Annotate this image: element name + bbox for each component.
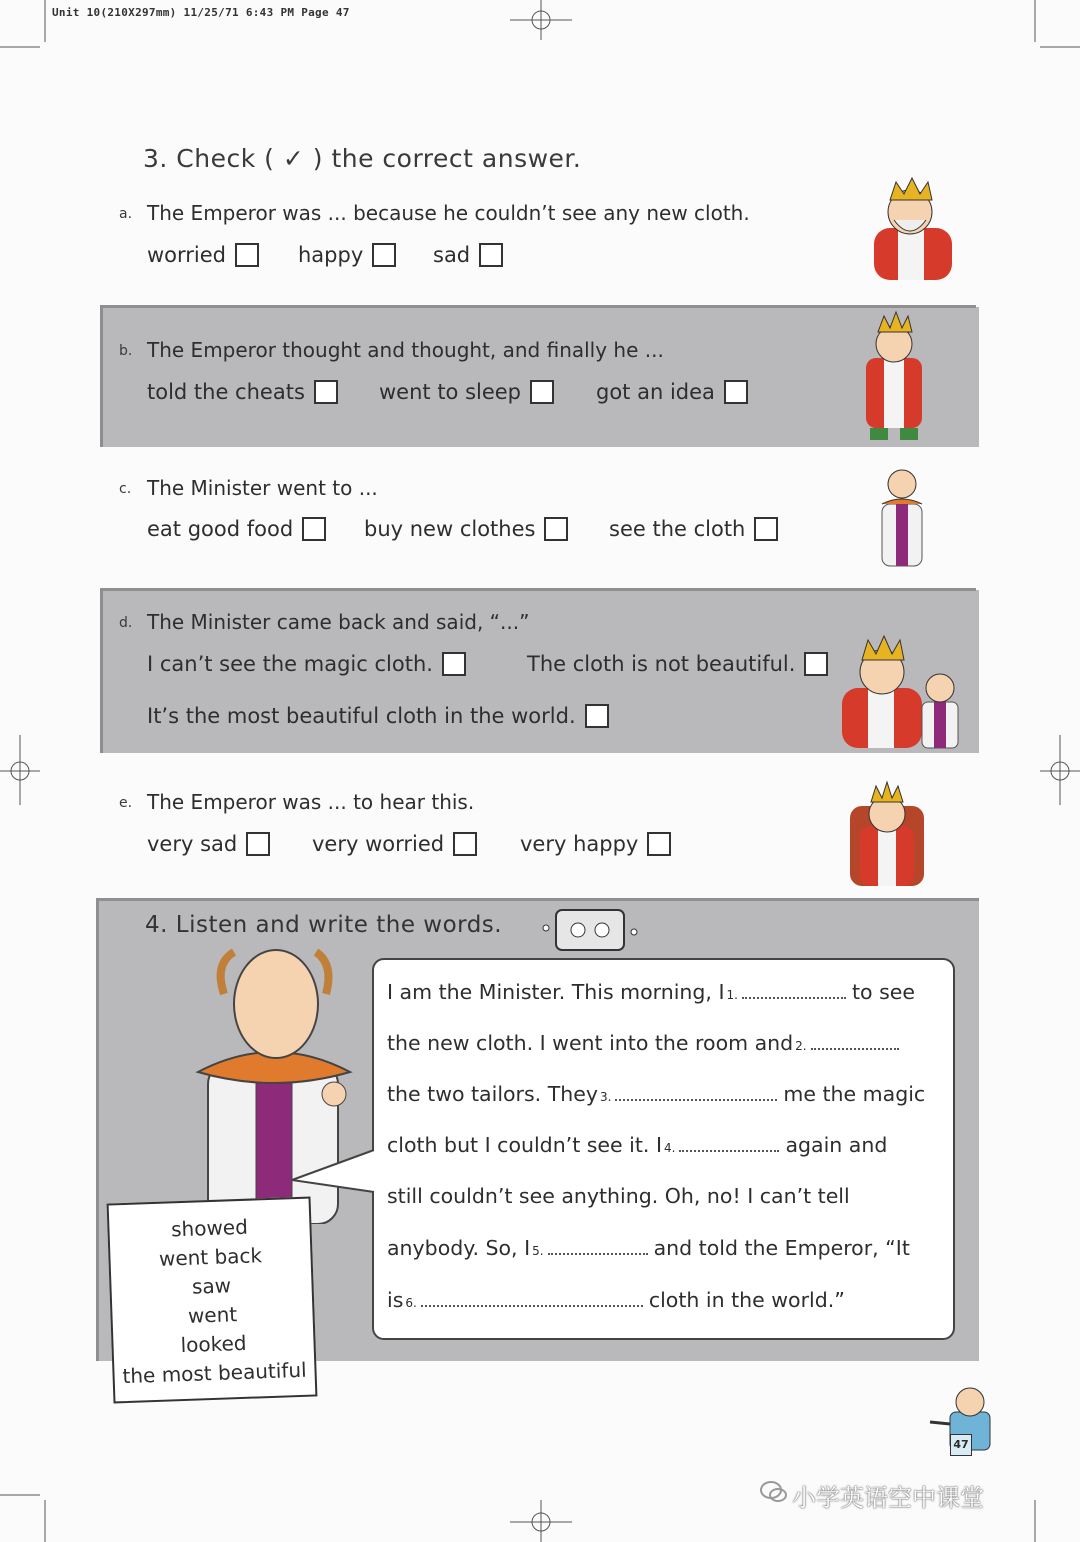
passage-line-1: [387, 980, 915, 1004]
blank-number-6: 6.: [405, 1296, 417, 1310]
blank-4-input[interactable]: [679, 1140, 779, 1152]
question-c-letter: c.: [119, 481, 132, 497]
question-b-letter: b.: [119, 343, 133, 359]
cassette-tape-icon: [540, 902, 640, 958]
checkbox-c-1[interactable]: [302, 517, 326, 541]
checkbox-a-1[interactable]: [235, 243, 259, 267]
watermark-text: 小学英语空中课堂: [792, 1484, 984, 1512]
blank-number-4: 4.: [664, 1141, 676, 1155]
option-e-3: [520, 832, 671, 856]
option-e-3-label: very happy: [520, 832, 639, 856]
print-header: Unit 10(210X297mm) 11/25/71 6:43 PM Page 47: [52, 6, 350, 19]
option-b-1: [147, 380, 338, 404]
band-b-top-line: [100, 305, 976, 308]
word-bank-item: went back: [158, 1243, 263, 1271]
checkbox-a-3[interactable]: [479, 243, 503, 267]
section3-title: 3. Check ( ✓ ) the correct answer.: [143, 144, 582, 173]
word-bank-item: saw: [191, 1273, 232, 1299]
option-a-3: [433, 243, 503, 267]
option-c-3: [609, 517, 778, 541]
checkbox-b-3[interactable]: [724, 380, 748, 404]
option-d-3-label: It’s the most beautiful cloth in the world.: [147, 704, 576, 728]
option-c-2-label: buy new clothes: [364, 517, 536, 541]
passage-line-7-text: is: [387, 1288, 404, 1312]
option-c-1-label: eat good food: [147, 517, 294, 541]
option-a-1: [147, 243, 259, 267]
emperor-and-minister-illustration: [838, 632, 964, 750]
passage-line-4-text: cloth but I couldn’t see it. I: [387, 1133, 662, 1157]
passage-line-7-after: cloth in the world.”: [648, 1288, 845, 1312]
passage-line-2-text: the new cloth. I went into the room and: [387, 1031, 794, 1055]
checkbox-c-3[interactable]: [754, 517, 778, 541]
question-e-letter: e.: [119, 795, 133, 811]
question-c-text: The Minister went to ...: [147, 476, 378, 500]
page-number: 47: [950, 1434, 972, 1456]
passage-line-4-after: again and: [785, 1133, 888, 1157]
passage-line-5: [387, 1184, 850, 1208]
checkbox-a-2[interactable]: [372, 243, 396, 267]
emperor-on-throne-illustration: [846, 776, 928, 890]
option-a-1-label: worried: [147, 243, 227, 267]
option-b-2-label: went to sleep: [379, 380, 522, 404]
blank-2-input[interactable]: [811, 1038, 899, 1050]
passage-line-3-text: the two tailors. They: [387, 1082, 598, 1106]
checkbox-e-3[interactable]: [647, 832, 671, 856]
question-a-text: The Emperor was ... because he couldn’t see any new cloth.: [147, 201, 750, 225]
option-b-3: [596, 380, 748, 404]
option-d-3: [147, 704, 609, 728]
blank-number-5: 5.: [532, 1244, 544, 1258]
blank-number-3: 3.: [599, 1090, 612, 1104]
option-e-2-label: very worried: [312, 832, 445, 856]
option-b-1-label: told the cheats: [147, 380, 305, 404]
option-a-2-label: happy: [298, 243, 364, 267]
option-a-3-label: sad: [433, 243, 471, 267]
blank-6-input[interactable]: [421, 1295, 643, 1307]
option-c-3-label: see the cloth: [609, 517, 746, 541]
word-bank-item: went: [187, 1302, 238, 1328]
option-e-1-label: very sad: [147, 832, 238, 856]
option-d-2-label: The cloth is not beautiful.: [527, 652, 796, 676]
passage-line-6-after: and told the Emperor, “It: [653, 1236, 910, 1260]
question-e-text: The Emperor was ... to hear this.: [147, 790, 475, 814]
question-b-text: The Emperor thought and thought, and finally he ...: [147, 338, 664, 362]
option-b-2: [379, 380, 554, 404]
minister-walking-illustration: [874, 460, 930, 574]
band-d-top-line: [100, 588, 976, 591]
checkbox-e-2[interactable]: [453, 832, 477, 856]
checkbox-d-1[interactable]: [442, 652, 466, 676]
passage-line-7: [387, 1288, 845, 1312]
option-d-2: [527, 652, 828, 676]
band-question-b: [100, 307, 979, 447]
question-d-letter: d.: [119, 615, 133, 631]
blank-number-1: 1.: [726, 988, 738, 1002]
emperor-thinking-illustration: [860, 310, 930, 444]
option-e-2: [312, 832, 477, 856]
passage-line-5-text: still couldn’t see anything. Oh, no! I can’t tell: [387, 1184, 850, 1208]
option-c-2: [364, 517, 568, 541]
word-bank-item: looked: [180, 1330, 247, 1358]
option-b-3-label: got an idea: [596, 380, 715, 404]
option-e-1: [147, 832, 270, 856]
passage-line-3-after: me the magic: [783, 1082, 926, 1106]
checkbox-b-1[interactable]: [314, 380, 338, 404]
blank-1-input[interactable]: [742, 987, 846, 999]
blank-number-2: 2.: [795, 1039, 807, 1053]
passage-line-2: [387, 1031, 905, 1055]
checkbox-c-2[interactable]: [544, 517, 568, 541]
passage-line-1-after: to see: [851, 980, 915, 1004]
emperor-worried-illustration: [862, 170, 962, 282]
checkbox-d-2[interactable]: [804, 652, 828, 676]
checkbox-d-3[interactable]: [585, 704, 609, 728]
option-d-1-label: I can’t see the magic cloth.: [147, 652, 433, 676]
blank-3-input[interactable]: [615, 1089, 777, 1101]
section4-title: 4. Listen and write the words.: [145, 912, 503, 938]
passage-line-3: [387, 1082, 925, 1106]
option-d-1: [147, 652, 466, 676]
blank-5-input[interactable]: [548, 1243, 648, 1255]
option-c-1: [147, 517, 326, 541]
word-bank-item: showed: [170, 1214, 249, 1242]
option-a-2: [298, 243, 396, 267]
word-bank: [107, 1197, 318, 1404]
checkbox-e-1[interactable]: [246, 832, 270, 856]
question-d-text: The Minister came back and said, “...”: [147, 610, 530, 634]
checkbox-b-2[interactable]: [530, 380, 554, 404]
question-a-letter: a.: [119, 206, 133, 222]
passage-line-6: [387, 1236, 910, 1260]
passage-line-1-text: I am the Minister. This morning, I: [387, 980, 725, 1004]
passage-line-6-text: anybody. So, I: [387, 1236, 531, 1260]
passage-line-4: [387, 1133, 887, 1157]
wechat-icon: [760, 1478, 788, 1506]
word-bank-item: the most beautiful: [122, 1357, 307, 1389]
